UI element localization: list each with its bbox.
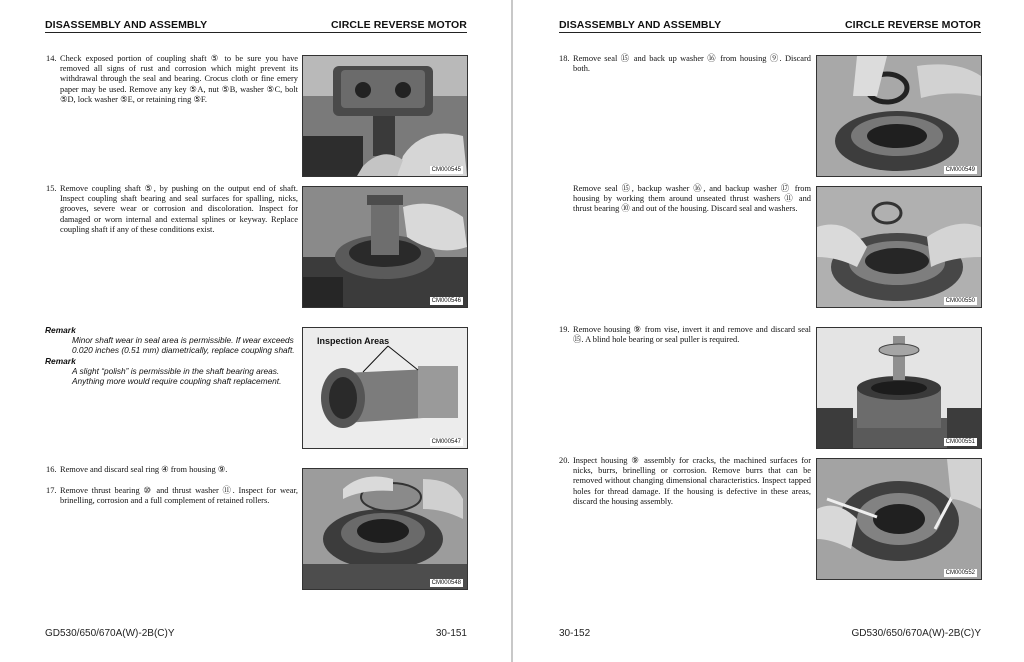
figure-caption: CM000550	[945, 298, 975, 304]
step-text: Remove thrust bearing ⑩ and thrust washer ⑪. Inspect for wear, brinelling, corrosion and a full complement of retained rollers.	[60, 486, 298, 506]
header-rule	[45, 32, 467, 33]
step-text: Remove seal ⑮, backup washer ⑯, and backup washer ⑰ from housing by working them around unseated thrust washers ⑪ and thrust bearing ⑩ and out of the housing. Discard seal and washers.	[573, 184, 811, 214]
step-17	[46, 486, 298, 506]
header-section-title: DISASSEMBLY AND ASSEMBLY	[559, 19, 722, 31]
inspection-areas-label: Inspection Areas	[317, 336, 390, 346]
header-component-title: CIRCLE REVERSE MOTOR	[845, 19, 981, 31]
photo-housing-inverted	[816, 327, 982, 449]
step-14	[46, 54, 298, 105]
footer-model: GD530/650/670A(W)-2B(C)Y	[851, 628, 981, 639]
photo-coupling-shaft-exposed	[302, 55, 468, 177]
step-text: Remove coupling shaft ⑤, by pushing on the output end of shaft. Inspect coupling shaft bearing and seal surfaces for spalling, nicks, grooves, severe wear or corrosion and discoloration. Inspect for damaged or worn internal and external splines or keyway. Replace coupling shaft if any of these conditions exist.	[60, 184, 298, 234]
photo-thrust-bearing-removal	[302, 468, 468, 590]
footer-page-number: 30-152	[559, 628, 591, 639]
step-text: Inspect housing ⑨ assembly for cracks, the machined surfaces for nicks, burrs, brinelling or corrosion. Remove burrs that can be removed without changing dimensional characteristics. Inspect tapped holes for thread damage. If the housing is defective in these areas, discard the housing assembly.	[573, 456, 811, 506]
remark-label: Remark	[45, 325, 76, 335]
right-page	[513, 0, 1024, 662]
step-number: 16.	[46, 465, 57, 474]
photo-coupling-shaft-removal	[302, 186, 468, 308]
photo-backup-washer-removal	[816, 186, 982, 308]
left-page	[0, 0, 511, 662]
figure-caption: CM000547	[431, 439, 461, 445]
step-text: Remove and discard seal ring ④ from housing ⑨.	[60, 465, 228, 474]
step-20	[559, 456, 811, 507]
figure-caption: CM000546	[431, 298, 461, 304]
photo-inspection-areas	[302, 327, 468, 449]
step-text: Remove housing ⑨ from vise, invert it and remove and discard seal ⑮. A blind hole bearing or seal puller is required.	[573, 325, 811, 345]
photo-illustration	[303, 187, 467, 307]
figure-caption: CM000549	[945, 167, 975, 173]
remark-label: Remark	[45, 356, 76, 366]
step-18-continued	[559, 184, 811, 215]
photo-illustration	[303, 328, 467, 448]
photo-illustration	[817, 459, 981, 579]
photo-illustration	[817, 328, 981, 448]
footer-page-number: 30-151	[435, 628, 467, 639]
footer-model: GD530/650/670A(W)-2B(C)Y	[45, 628, 175, 639]
remark-text: Minor shaft wear in seal area is permissible. If wear exceeds 0.020 inches (0.51 mm) diametrically, replace coupling shaft.	[72, 335, 295, 356]
photo-illustration	[303, 469, 467, 589]
step-16	[46, 465, 298, 475]
step-18	[559, 54, 811, 74]
photo-illustration	[817, 56, 981, 176]
step-number: 17.	[46, 486, 57, 495]
photo-housing-inspection	[816, 458, 982, 580]
step-number: 14.	[46, 54, 57, 63]
step-number: 19.	[559, 325, 570, 334]
header-section-title: DISASSEMBLY AND ASSEMBLY	[45, 19, 208, 31]
step-text: Remove seal ⑮ and back up washer ⑯ from housing ⑨. Discard both.	[573, 54, 811, 74]
photo-illustration	[303, 56, 467, 176]
step-number: 15.	[46, 184, 57, 193]
photo-illustration	[817, 187, 981, 307]
step-19	[559, 325, 811, 345]
figure-caption: CM000551	[945, 439, 975, 445]
step-number: 18.	[559, 54, 570, 63]
figure-caption: CM000545	[431, 167, 461, 173]
remark-text: A slight “polish” is permissible in the shaft bearing areas. Anything more would require coupling shaft replacement.	[72, 366, 282, 387]
step-text: Check exposed portion of coupling shaft ⑤ to be sure you have removed all signs of rust and corrosion which might prevent its withdrawal through the seal and bearing. Crocus cloth or fine emery paper may be used. Remove any key ⑤A, nut ⑤B, washer ⑤C, bolt ⑤D, lock washer ⑤E, or retaining ring ⑤F.	[60, 54, 298, 104]
step-number: 20.	[559, 456, 570, 465]
figure-caption: CM000552	[945, 570, 975, 576]
header-component-title: CIRCLE REVERSE MOTOR	[331, 19, 467, 31]
step-15	[46, 184, 298, 235]
header-rule	[559, 32, 981, 33]
figure-caption: CM000548	[431, 580, 461, 586]
photo-seal-removal	[816, 55, 982, 177]
